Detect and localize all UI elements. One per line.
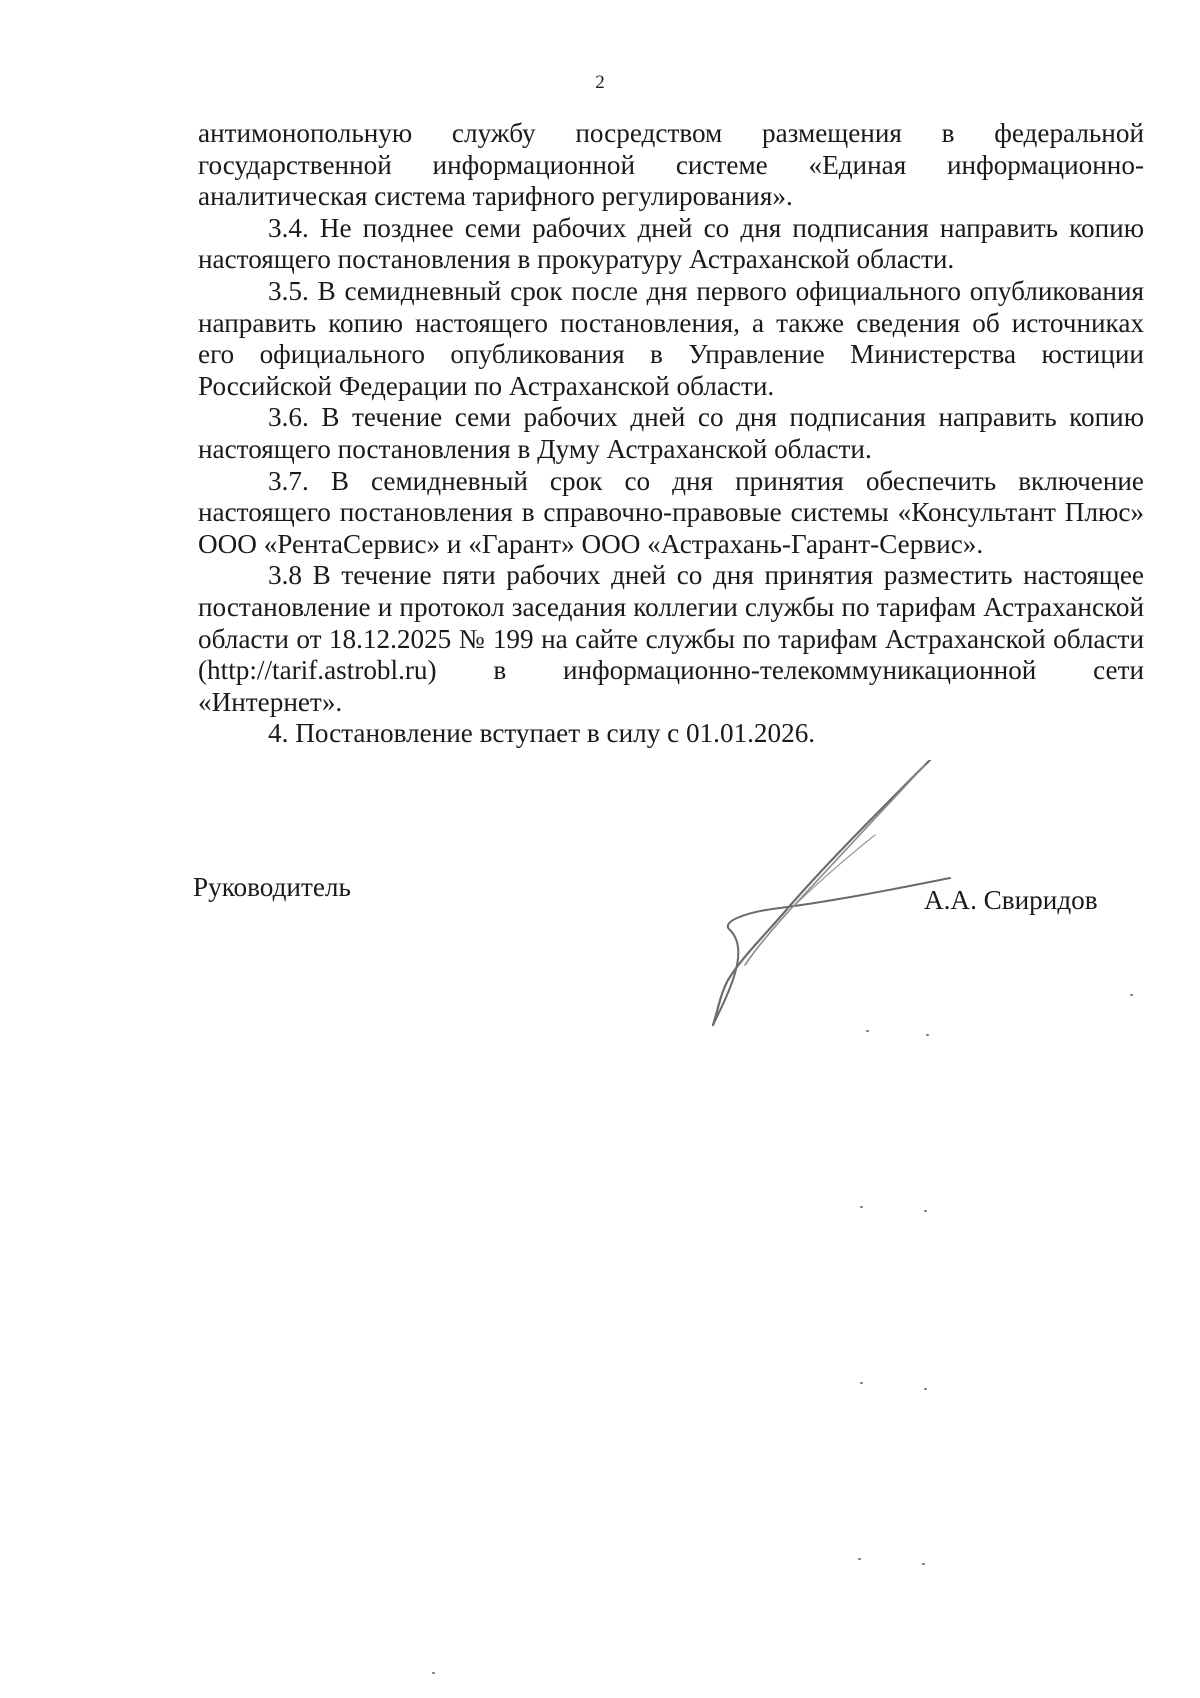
scan-speck <box>858 1558 861 1560</box>
handwritten-signature <box>700 760 1000 1040</box>
scan-speck <box>866 1030 869 1032</box>
paragraph-3-5: 3.5. В семидневный срок после дня первого официального опубликования направить копию настоящего постановления, а также сведения об источниках его официального опубликования в Управление Министерства юстиции Российской Федерации по Астраханской области. <box>198 275 1144 401</box>
paragraph-3-8: 3.8 В течение пяти рабочих дней со дня принятия разместить настоящее постановление и протокол заседания коллегии службы по тарифам Астраханской области от 18.12.2025 № 199 на сайте службы по тарифам Астраханской области (http://tarif.astrobl.ru) в информационно-телекоммуникационной сети «Интернет». <box>198 560 1144 717</box>
scan-speck <box>922 1563 925 1565</box>
paragraph-3-6: 3.6. В течение семи рабочих дней со дня подписания направить копию настоящего постановления в Думу Астраханской области. <box>198 402 1144 464</box>
scan-speck <box>860 1382 863 1384</box>
scan-speck <box>860 1206 863 1208</box>
scan-speck <box>924 1210 927 1212</box>
scan-speck <box>926 1034 929 1036</box>
page-number: 2 <box>595 72 605 93</box>
document-body <box>198 118 1144 750</box>
paragraph-continuation: антимонопольную службу посредством размещения в федеральной государственной информационной системе «Единая информационно-аналитическая система тарифного регулирования». <box>198 118 1144 212</box>
paragraph-3-4: 3.4. Не позднее семи рабочих дней со дня подписания направить копию настоящего постановления в прокуратуру Астраханской области. <box>198 212 1144 275</box>
signatory-title: Руководитель <box>193 872 351 902</box>
paragraph-4: 4. Постановление вступает в силу с 01.01.2026. <box>268 718 816 749</box>
signatory-name: А.А. Свиридов <box>924 885 1098 915</box>
scan-speck <box>432 1672 435 1674</box>
scan-speck <box>924 1388 927 1390</box>
paragraph-3-7: 3.7. В семидневный срок со дня принятия обеспечить включение настоящего постановления в справочно-правовые системы «Консультант Плюс» ООО «РентаСервис» и «Гарант» ООО «Астрахань-Гарант-Сервис». <box>198 465 1144 559</box>
scan-speck <box>1130 994 1133 996</box>
